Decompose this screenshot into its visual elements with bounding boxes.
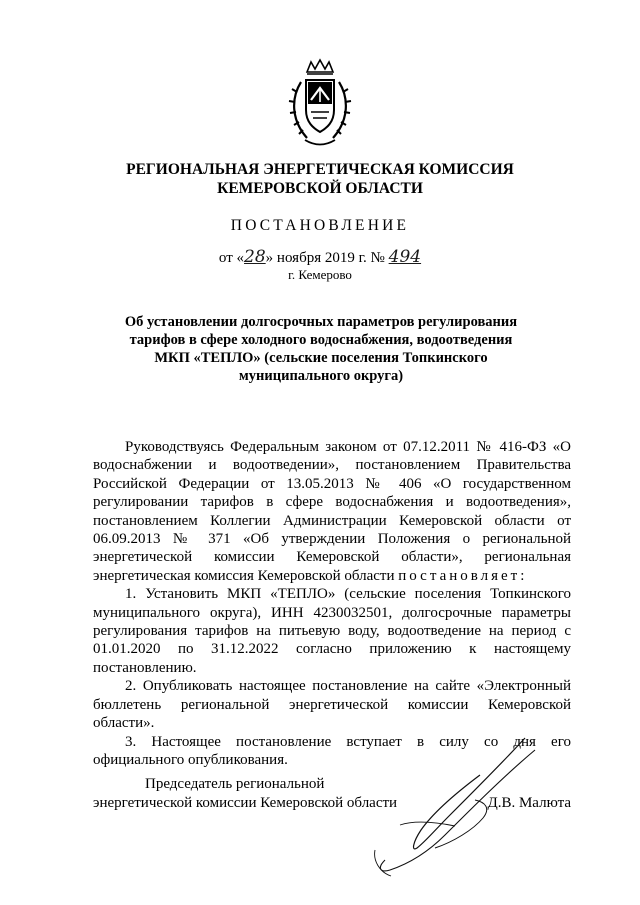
document-type: ПОСТАНОВЛЕНИЕ (230, 217, 410, 234)
item-3-paragraph: 3. Настоящее постановление вступает в силу со дня его официального опубликования. (93, 733, 571, 768)
document-date-line (0, 248, 640, 267)
subject-line: муниципального округа) (238, 368, 404, 384)
coat-of-arms-emblem (287, 58, 353, 148)
resolves-word: постановляет: (398, 567, 528, 584)
signatory-title-line1: Председатель региональной (145, 776, 325, 792)
item-1-paragraph: 1. Установить МКП «ТЕПЛО» (сельские поселения Топкинского муниципального округа), ИНН 4230032501, долгосрочные параметры регулирования тарифов на питьевую воду, водоотведение на период с 01.01.2020 по 31.12.2022 согласно приложению к настоящему постановлению. (93, 586, 571, 676)
date-prefix: от « (218, 250, 245, 266)
commission-name-line1: РЕГИОНАЛЬНАЯ ЭНЕРГЕТИЧЕСКАЯ КОМИССИЯ (126, 161, 514, 178)
document-header (0, 160, 640, 283)
date-day-handwritten: 28 (244, 247, 266, 267)
document-city: г. Кемерово (288, 267, 352, 282)
subject-line: тарифов в сфере холодного водоснабжения, водоотведения (129, 332, 513, 348)
handwritten-signature (355, 730, 555, 880)
document-body (93, 438, 571, 769)
subject-line: Об установлении долгосрочных параметров регулирования (124, 314, 518, 330)
signatory-name: Д.В. Малюта (487, 795, 571, 811)
preamble-paragraph (93, 438, 571, 585)
document-number-handwritten: 494 (388, 247, 422, 267)
item-2-paragraph: 2. Опубликовать настоящее постановление на сайте «Электронный бюллетень региональной энергетической комиссии Кемеровской области». (93, 678, 571, 732)
preamble-text: Руководствуясь Федеральным законом от 07.12.2011 № 416-ФЗ «О водоснабжении и водоотведении», постановлением Правительства Российской Федерации от 13.05.2013 № 406 «О государственном регулировании тарифов в сфере водоснабжения и водоотведения», постановлением Коллегии Администрации Кемеровской области от 06.09.2013 № 371 «Об утверждении Положения о региональной энергетической комиссии Кемеровской области», региональная энергетическая комиссия Кемеровской области (93, 439, 571, 584)
signatory-title-line2: энергетической комиссии Кемеровской области (93, 795, 398, 811)
document-subject (110, 313, 532, 385)
date-middle: » ноября 2019 г. № (265, 250, 385, 266)
subject-line: МКП «ТЕПЛО» (сельские поселения Топкинского (154, 350, 488, 366)
commission-name-line2: КЕМЕРОВСКОЙ ОБЛАСТИ (217, 180, 423, 197)
